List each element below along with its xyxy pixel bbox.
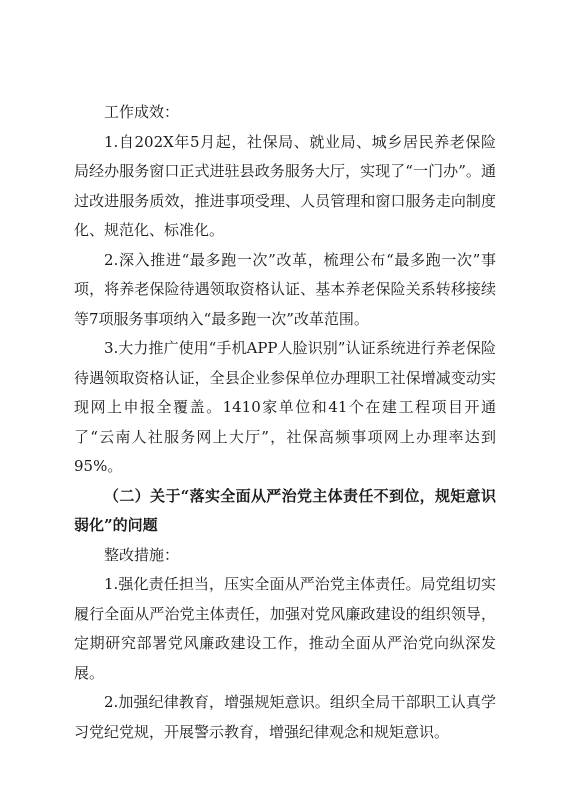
results-item-1: 1.自202X年5月起，社保局、就业局、城乡居民养老保险局经办服务窗口正式进驻县政务服务大厅，实现了“一门办”。通过改进服务质效，推进事项受理、人员管理和窗口服务走向制度化、规范化、标准化。 bbox=[74, 132, 496, 239]
measures-item-2: 2.加强纪律教育，增强规矩意识。组织全局干部职工认真学习党纪党规，开展警示教育，增强纪律观念和规矩意识。 bbox=[74, 693, 496, 741]
results-item-2: 2.深入推进“最多跑一次”改革，梳理公布“最多跑一次”事项，将养老保险待遇领取资格认证、基本养老保险关系转移接续等7项服务事项纳入“最多跑一次”改革范围。 bbox=[74, 250, 496, 328]
measures-label: 整改措施： bbox=[104, 545, 180, 564]
results-label: 工作成效： bbox=[104, 103, 180, 121]
results-item-3: 3.大力推广使用“手机APP人脸识别”认证系统进行养老保险待遇领取资格认证，全县企业参保单位办理职工社保增减变动实现网上申报全覆盖。1410家单位和41个在建工程项目开通了“云南人社服务网上大厅”，社保高频事项网上办理率达到95%。 bbox=[74, 339, 496, 475]
measures-item-1: 1.强化责任担当，压实全面从严治党主体责任。局党组切实履行全面从严治党主体责任，加强对党风廉政建设的组织领导，定期研究部署党风廉政建设工作，推动全面从严治党向纵深发展。 bbox=[74, 575, 496, 682]
section-heading: （二）关于“落实全面从严治党主体责任不到位，规矩意识弱化”的问题 bbox=[74, 486, 496, 534]
